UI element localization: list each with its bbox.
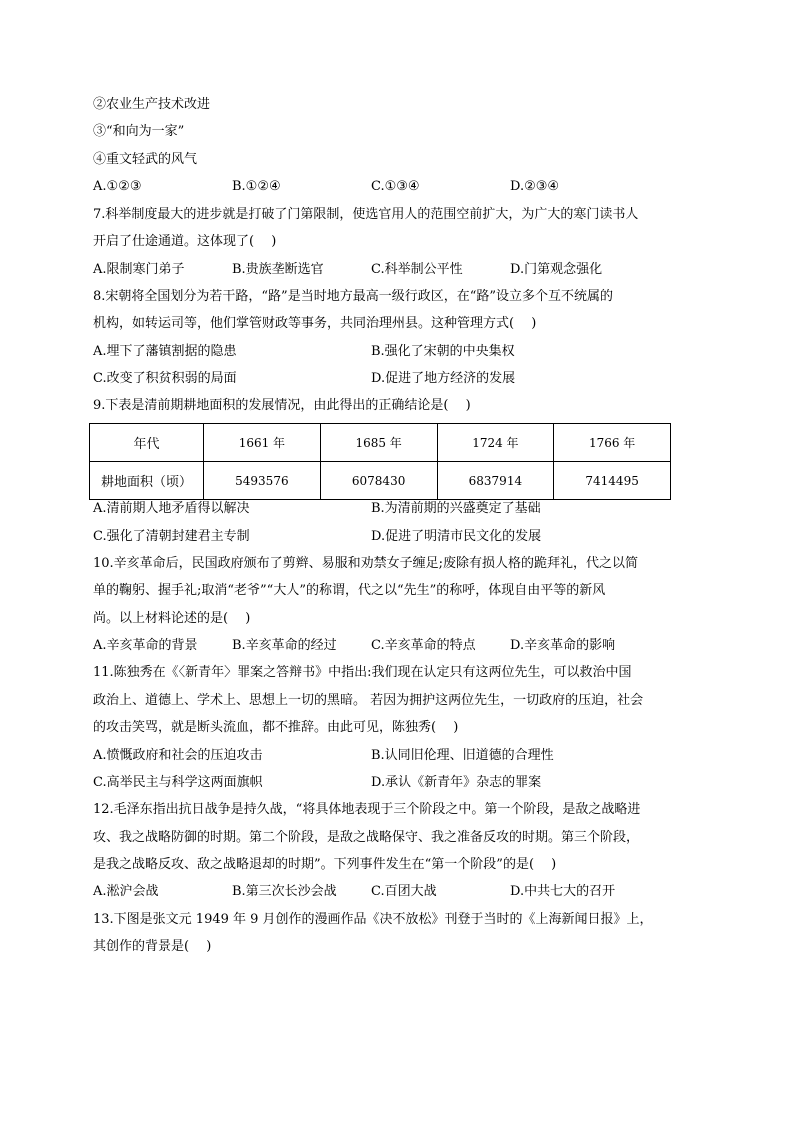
q6-option-b[interactable]: B.①②④	[232, 179, 281, 194]
table-header-cell: 1766 年	[554, 424, 671, 462]
q9-stem-line-1: 9.下表是清前期耕地面积的发展情况，由此得出的正确结论是( )	[93, 398, 471, 413]
q12-option-c[interactable]: C.百团大战	[371, 884, 437, 899]
q11-option-c[interactable]: C.高举民主与科学这两面旗帜	[93, 775, 263, 790]
table-header-cell: 年代	[90, 424, 204, 462]
table-header-cell: 1724 年	[437, 424, 554, 462]
q8-option-a[interactable]: A.埋下了藩镇割据的隐患	[93, 344, 237, 359]
q10-stem-line-3: 尚。以上材料论述的是( )	[93, 611, 251, 626]
table-cell: 6837914	[437, 462, 554, 500]
table-header-cell: 1661 年	[204, 424, 321, 462]
q13-stem-line-1: 13.下图是张文元 1949 年 9 月创作的漫画作品《决不放松》刊登于当时的《上海新闻日报》上，	[93, 912, 653, 927]
table-cell: 5493576	[204, 462, 321, 500]
q10-stem-line-1: 10.辛亥革命后，民国政府颁布了剪辫、易服和劝禁女子缠足;废除有损人格的跪拜礼，代之以简	[93, 556, 639, 571]
q10-option-c[interactable]: C.辛亥革命的特点	[371, 638, 476, 653]
q13-stem-line-2: 其创作的背景是( )	[93, 939, 212, 954]
q12-option-a[interactable]: A.淞沪会战	[93, 884, 159, 899]
statement-3: ③“和向为一家”	[93, 124, 185, 139]
q12-stem-line-1: 12.毛泽东指出抗日战争是持久战，“将具体地表现于三个阶段之中。第一个阶段，是敌之战略进	[93, 802, 641, 817]
q9-option-a[interactable]: A.清前期人地矛盾得以解决	[93, 501, 250, 516]
q10-option-d[interactable]: D.辛亥革命的影响	[510, 638, 616, 653]
q11-stem-line-1: 11.陈独秀在《〈新青年〉罪案之答辩书》中指出:我们现在认定只有这两位先生，可以救治中国	[93, 665, 632, 680]
table-cell: 7414495	[554, 462, 671, 500]
table-header-row	[90, 424, 671, 462]
q7-option-a[interactable]: A.限制寒门弟子	[93, 262, 185, 277]
q7-option-c[interactable]: C.科举制公平性	[371, 262, 463, 277]
q12-option-b[interactable]: B.第三次长沙会战	[232, 884, 337, 899]
q11-stem-line-3: 的攻击笑骂，就是断头流血，都不推辞。由此可见，陈独秀( )	[93, 720, 459, 735]
farmland-area-table	[89, 423, 671, 500]
q9-option-c[interactable]: C.强化了清朝封建君主专制	[93, 529, 250, 544]
q10-stem-line-2: 单的鞠躬、握手礼;取消“老爷”“大人”的称谓，代之以“先生”的称呼，体现自由平等的新风	[93, 583, 606, 598]
q7-option-b[interactable]: B.贵族垄断选官	[232, 262, 324, 277]
table-header-cell: 1685 年	[320, 424, 437, 462]
q8-option-b[interactable]: B.强化了宋朝的中央集权	[371, 344, 515, 359]
q12-stem-line-3: 是我之战略反攻、敌之战略退却的时期”。下列事件发生在“第一个阶段”的是( )	[93, 857, 557, 872]
q7-option-d[interactable]: D.门第观念强化	[510, 262, 603, 277]
q12-stem-line-2: 攻、我之战略防御的时期。第二个阶段，是敌之战略保守、我之准备反攻的时期。第三个阶段，	[93, 830, 640, 845]
q8-option-d[interactable]: D.促进了地方经济的发展	[371, 371, 516, 386]
q12-option-d[interactable]: D.中共七大的召开	[510, 884, 616, 899]
q8-stem-line-1: 8.宋朝将全国划分为若干路，“路”是当时地方最高一级行政区，在“路”设立多个互不统属的	[93, 289, 613, 304]
q10-option-a[interactable]: A.辛亥革命的背景	[93, 638, 198, 653]
q11-option-a[interactable]: A.愤慨政府和社会的压迫攻击	[93, 748, 263, 763]
statement-4: ④重文轻武的风气	[93, 152, 198, 167]
q8-option-c[interactable]: C.改变了积贫积弱的局面	[93, 371, 237, 386]
table-row	[90, 462, 671, 500]
q11-stem-line-2: 政治上、道德上、学术上、思想上一切的黑暗。 若因为拥护这两位先生，一切政府的压迫，社会	[93, 693, 644, 708]
q6-option-c[interactable]: C.①③④	[371, 179, 420, 194]
q6-option-d[interactable]: D.②③④	[510, 179, 560, 194]
q7-stem-line-2: 开启了仕途通道。这体现了( )	[93, 234, 277, 249]
q10-option-b[interactable]: B.辛亥革命的经过	[232, 638, 337, 653]
q9-option-b[interactable]: B.为清前期的兴盛奠定了基础	[371, 501, 541, 516]
statement-2: ②农业生产技术改进	[93, 97, 211, 112]
q6-option-a[interactable]: A.①②③	[93, 179, 142, 194]
table-cell: 6078430	[320, 462, 437, 500]
q7-stem-line-1: 7.科举制度最大的进步就是打破了门第限制，使选官用人的范围空前扩大，为广大的寒门读书人	[93, 207, 639, 222]
q11-option-d[interactable]: D.承认《新青年》杂志的罪案	[371, 775, 542, 790]
q8-stem-line-2: 机构，如转运司等，他们掌管财政等事务，共同治理州县。这种管理方式( )	[93, 316, 537, 331]
q9-option-d[interactable]: D.促进了明清市民文化的发展	[371, 529, 542, 544]
table-cell: 耕地面积（顷）	[90, 462, 204, 500]
q11-option-b[interactable]: B.认同旧伦理、旧道德的合理性	[371, 748, 554, 763]
